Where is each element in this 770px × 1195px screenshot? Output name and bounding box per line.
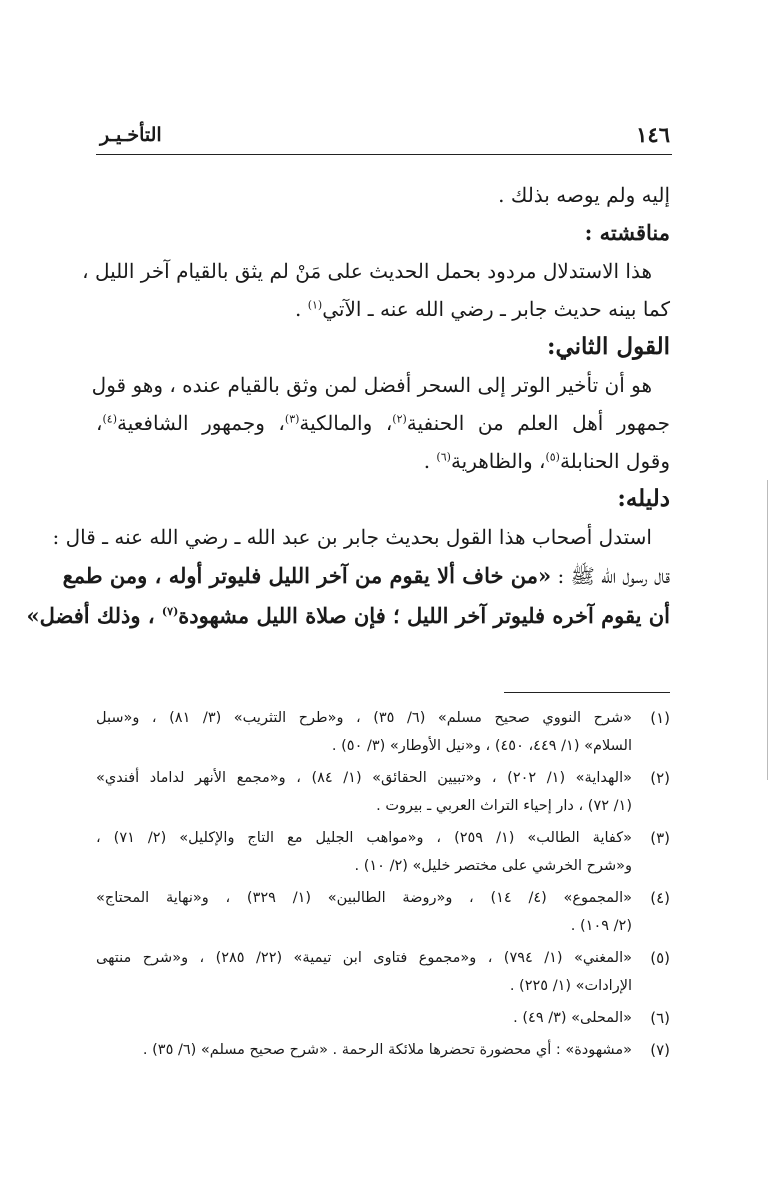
footnote-number: (٣) (650, 829, 670, 847)
footnote (96, 704, 670, 760)
text-line: كما بينه حديث جابر ـ رضي الله عنه ـ الآتي$^{(١)}$ . (294, 297, 670, 321)
scan-edge-line (767, 480, 768, 780)
footnote-number: (٢) (650, 769, 670, 787)
footnotes (96, 704, 670, 1068)
footnote-line: «المجموع» (٤/ ١٤) ، و«روضة الطالبين» (١/ ٣٢٩) ، و«نهاية المحتاج» (96, 890, 632, 906)
text-line: هو أن تأخير الوتر إلى السحر أفضل لمن وثق بالقيام عنده ، وهو قول (91, 373, 652, 397)
footnote-number: (٥) (650, 949, 670, 967)
footnote-number: (٧) (650, 1041, 670, 1059)
section-heading-discussion: مناقشته : (584, 220, 670, 245)
text-line: إليه ولم يوصه بذلك . (498, 183, 670, 207)
footnote (96, 884, 670, 940)
footnote-separator (504, 692, 670, 693)
footnote-ref[interactable]: (٢) (392, 412, 407, 426)
footnote-ref[interactable]: (١) (307, 298, 323, 312)
footnote-line: «المحلى» (٣/ ٤٩) . (513, 1010, 632, 1026)
footnote-ref[interactable]: (٤) (102, 412, 117, 426)
running-header (96, 118, 672, 155)
footnote (96, 1036, 670, 1064)
footnote-line: «مشهودة» : أي محضورة تحضرها ملائكة الرحمة . «شرح صحيح مسلم» (٦/ ٣٥) . (142, 1042, 632, 1058)
chapter-title: التأخـيـر (100, 124, 162, 146)
footnote-line: (١/ ٧٢) ، دار إحياء التراث العربي ـ بيروت . (376, 798, 632, 814)
footnote-number: (١) (650, 709, 670, 727)
footnote-number: (٦) (650, 1009, 670, 1027)
footnote-ref[interactable]: (٦) (436, 450, 451, 464)
footnote (96, 944, 670, 1000)
footnote (96, 764, 670, 820)
section-heading-second-opinion: القول الثاني: (546, 333, 670, 360)
footnote-number: (٤) (650, 889, 670, 907)
text-line: وقول الحنابلة$^{(٥)}$، والظاهرية$^{(٦)}$ . (423, 449, 670, 473)
footnote-ref[interactable]: (٥) (545, 450, 560, 464)
footnote-line: «كفاية الطالب» (١/ ٢٥٩) ، و«مواهب الجليل مع التاج والإكليل» (٢/ ٧١) ، (96, 830, 633, 846)
footnote-ref[interactable]: (٧) (161, 605, 179, 618)
text-line: جمهور أهل العلم من الحنفية$^{(٢)}$، والمالكية$^{(٣)}$، وجمهور الشافعية$^{(٤)}$، (96, 411, 671, 435)
footnote-line: (٢/ ١٠٩) . (570, 918, 632, 934)
footnote (96, 824, 670, 880)
footnote-line: «المغني» (١/ ٧٩٤) ، و«مجموع فتاوى ابن تيمية» (٢٢/ ٢٨٥) ، و«شرح منتهى (96, 950, 632, 966)
footnote-line: و«شرح الخرشي على مختصر خليل» (٢/ ١٠) . (354, 858, 632, 874)
footnote-line: «شرح النووي صحيح مسلم» (٦/ ٣٥) ، و«طرح التثريب» (٣/ ٨١) ، و«سبل (96, 710, 632, 726)
section-heading-evidence: دليله: (617, 485, 670, 512)
footnote-line: السلام» (١/ ٤٤٩، ٤٥٠) ، و«نيل الأوطار» (٣/ ٥٠) . (331, 738, 632, 754)
hadith-line: قال رسول الله ﷺ : «من خاف ألا يقوم من آخر الليل فليوتر أوله ، ومن طمع (62, 563, 670, 588)
footnote-line: «الهداية» (١/ ٢٠٢) ، و«تبيين الحقائق» (١/ ٨٤) ، و«مجمع الأنهر لداماد أفندي» (96, 770, 632, 786)
footnote-line: الإرادات» (١/ ٢٢٥) . (509, 978, 632, 994)
text-line: استدل أصحاب هذا القول بحديث جابر بن عبد الله ـ رضي الله عنه ـ قال : (52, 525, 652, 549)
hadith-line: أن يقوم آخره فليوتر آخر الليل ؛ فإن صلاة الليل مشهودة$^{(٧)}$ ، وذلك أفضل» (26, 603, 670, 628)
footnote (96, 1004, 670, 1032)
text-line: هذا الاستدلال مردود بحمل الحديث على مَنْ لم يثق بالقيام آخر الليل ، (82, 259, 652, 283)
footnote-ref[interactable]: (٣) (284, 412, 300, 426)
main-text (26, 176, 671, 636)
page-number: ١٤٦ (636, 122, 670, 147)
